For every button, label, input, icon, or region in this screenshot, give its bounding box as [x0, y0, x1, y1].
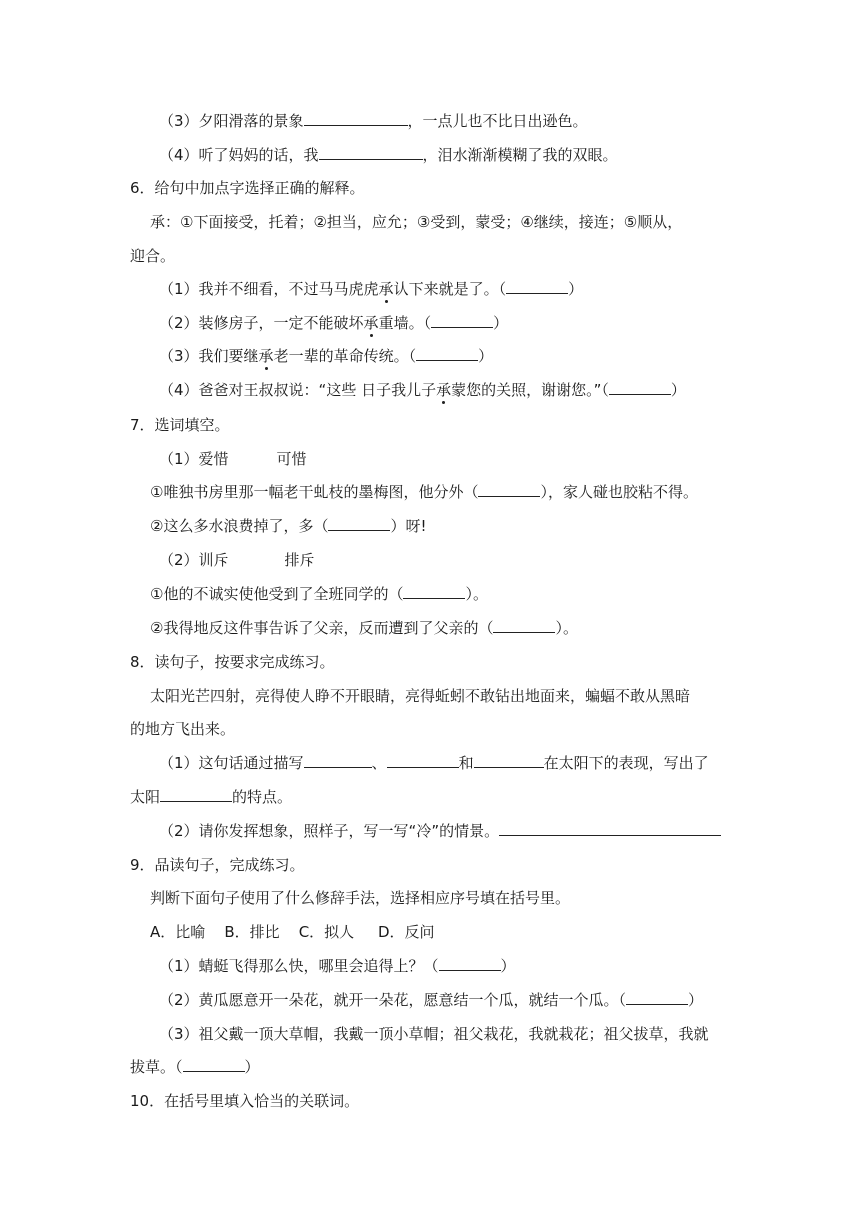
q8-title: 8．读句子，按要求完成练习。 — [130, 653, 335, 671]
word-option: 排斥 — [284, 551, 315, 569]
answer-blank[interactable] — [609, 380, 671, 395]
q9-item-2-text: （2）黄瓜愿意开一朵花，就开一朵花，愿意结一个瓜，就结一个瓜。（ — [159, 991, 627, 1009]
q6-item-1-tail: 认下来就是了。（ — [393, 280, 507, 298]
q6-item-2-tail: 重墙。（ — [378, 314, 432, 332]
sentence-text: ②我得地反这件事告诉了父亲，反而遭到了父亲的（ — [150, 619, 494, 637]
sentence-text: ①唯独书房里那一幅老干虬枝的墨梅图，他分外（ — [150, 483, 479, 501]
answer-blank[interactable] — [387, 753, 459, 768]
q8-item-1-tail: 在太阳下的表现，写出了 — [543, 754, 709, 772]
dotted-character: 承 — [363, 314, 379, 332]
punctuation: 、 — [371, 754, 387, 772]
q7-title: 7．选词填空。 — [130, 416, 230, 434]
close-paren: ） — [493, 314, 509, 332]
q9-item-1-text: （1）蜻蜓飞得那么快，哪里会追得上？（ — [159, 957, 439, 975]
text: 的特点。 — [232, 788, 293, 806]
q9-item-1 — [159, 956, 516, 976]
q5-item-3-tail: ，一点儿也不比日出逊色。 — [407, 112, 588, 130]
q7-g2-sentence-1 — [150, 584, 488, 604]
answer-blank[interactable] — [403, 584, 465, 599]
q9-item-3-line-2 — [130, 1057, 260, 1077]
text: 太阳 — [130, 788, 161, 806]
q6-item-4 — [159, 380, 686, 400]
q6-item-1 — [159, 279, 583, 299]
answer-blank[interactable] — [478, 482, 540, 497]
answer-blank[interactable] — [431, 313, 493, 328]
q7-group-2-words — [159, 550, 315, 570]
q9-options: A．比喻 B．排比 C．拟人 D．反问 — [150, 923, 435, 941]
q6-item-2-text: （2）装修房子，一定不能破坏 — [159, 314, 364, 332]
q9-instruction: 判断下面句子使用了什么修辞手法，选择相应序号填在括号里。 — [150, 889, 571, 907]
word-option: （1）爱惜 — [159, 450, 229, 468]
sentence-tail: ）。 — [555, 619, 578, 637]
q8-item-2 — [159, 821, 721, 841]
answer-blank[interactable] — [304, 111, 408, 126]
word-option: 可惜 — [276, 450, 307, 468]
q6-item-3 — [159, 346, 493, 366]
q8-passage-line-2: 的地方飞出来。 — [130, 720, 236, 738]
sentence-tail: ）。 — [465, 585, 488, 603]
q5-item-3 — [159, 111, 588, 131]
q9-title: 9．品读句子，完成练习。 — [130, 856, 305, 874]
q8-item-1-text: （1）这句话通过描写 — [159, 754, 304, 772]
answer-blank[interactable] — [304, 753, 372, 768]
q7-group-1-words — [159, 449, 307, 469]
text: 拔草。（ — [130, 1058, 183, 1076]
q6-title: 6．给句中加点字选择正确的解释。 — [130, 179, 365, 197]
q6-item-4-tail: 蒙您的关照，谢谢您。”（ — [451, 381, 609, 399]
conjunction: 和 — [458, 754, 474, 772]
sentence-tail: ）呀! — [390, 517, 427, 535]
q5-item-3-text: （3）夕阳滑落的景象 — [159, 112, 304, 130]
q8-item-1-line-2 — [130, 787, 292, 807]
q5-item-4 — [159, 145, 618, 165]
close-paren: ） — [244, 1058, 260, 1076]
sentence-tail: ），家人碰也胶粘不得。 — [540, 483, 698, 501]
q7-g2-sentence-2 — [150, 618, 578, 638]
answer-blank[interactable] — [506, 279, 568, 294]
q6-item-1-text: （1）我并不细看，不过马马虎虎 — [159, 280, 379, 298]
q8-passage-line-1: 太阳光芒四射，亮得使人睁不开眼睛，亮得蚯蚓不敢钻出地面来，蝙蝠不敢从黑暗 — [150, 687, 691, 705]
close-paren: ） — [688, 991, 704, 1009]
answer-blank[interactable] — [474, 753, 544, 768]
answer-blank[interactable] — [183, 1057, 245, 1072]
q7-g1-sentence-1 — [150, 482, 698, 502]
q6-item-4-text: （4）爸爸对王叔叔说：“这些 日子我儿子 — [159, 381, 437, 399]
q6-definition-line-2: 迎合。 — [130, 247, 176, 265]
answer-blank[interactable] — [416, 346, 478, 361]
dotted-character: 承 — [378, 280, 394, 298]
close-paren: ） — [478, 347, 494, 365]
q5-item-4-text: （4）听了妈妈的话，我 — [159, 146, 319, 164]
dotted-character: 承 — [258, 347, 274, 365]
answer-blank[interactable] — [160, 787, 232, 802]
close-paren: ） — [670, 381, 686, 399]
q7-g1-sentence-2 — [150, 516, 426, 536]
dotted-character: 承 — [436, 381, 452, 399]
close-paren: ） — [500, 957, 516, 975]
q6-definition-line-1: 承：①下面接受，托着；②担当，应允；③受到，蒙受；④继续，接连；⑤顺从， — [150, 213, 683, 231]
answer-blank[interactable] — [319, 145, 423, 160]
q9-item-2 — [159, 990, 703, 1010]
answer-blank[interactable] — [499, 821, 721, 836]
close-paren: ） — [568, 280, 584, 298]
word-option: （2）训斥 — [159, 551, 229, 569]
q6-item-3-tail: 老一辈的革命传统。（ — [273, 347, 417, 365]
q10-title: 10．在括号里填入恰当的关联词。 — [130, 1092, 360, 1110]
q6-item-2 — [159, 313, 508, 333]
q8-item-1 — [159, 753, 709, 773]
sentence-text: ①他的不诚实使他受到了全班同学的（ — [150, 585, 404, 603]
q9-item-3-line-1: （3）祖父戴一顶大草帽，我戴一顶小草帽；祖父栽花，我就栽花；祖父拔草，我就 — [159, 1025, 709, 1043]
answer-blank[interactable] — [328, 516, 390, 531]
answer-blank[interactable] — [493, 618, 555, 633]
q5-item-4-tail: ，泪水渐渐模糊了我的双眼。 — [422, 146, 618, 164]
answer-blank[interactable] — [439, 956, 501, 971]
q6-item-3-text: （3）我们要继 — [159, 347, 259, 365]
answer-blank[interactable] — [626, 990, 688, 1005]
sentence-text: ②这么多水浪费掉了，多（ — [150, 517, 329, 535]
q8-item-2-text: （2）请你发挥想象，照样子，写一写“冷”的情景。 — [159, 822, 500, 840]
